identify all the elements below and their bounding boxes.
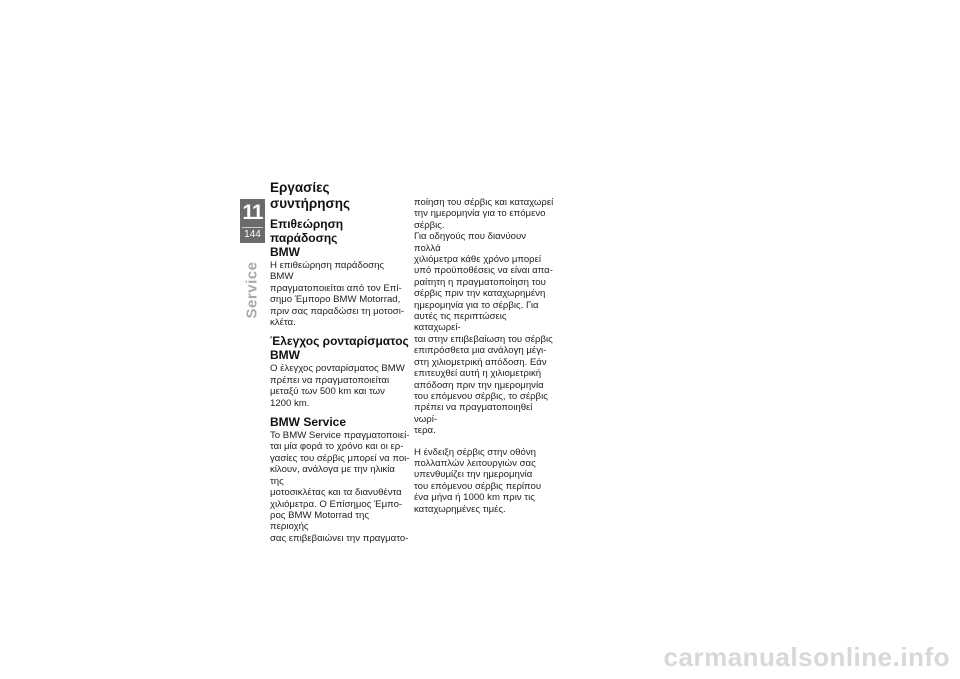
heading-line: Έλεγχος ρονταρίσματος — [270, 334, 409, 349]
text-line: πριν σας παραδώσει τη μοτοσι- — [270, 305, 405, 317]
text-line: ένα μήνα ή 1000 km πριν τις — [414, 492, 535, 504]
text-line: επιπρόσθετα μια ανάλογη μέγι- — [414, 345, 547, 357]
text-line: 1200 km. — [270, 397, 310, 409]
text-line: πρέπει να πραγματοποιηθεί νωρί- — [414, 402, 533, 425]
text-line: επιτευχθεί αυτή η χιλιομετρική — [414, 368, 542, 380]
text-line: ρος BMW Motorrad της περιοχής — [270, 509, 369, 533]
heading-break-in-check — [270, 334, 410, 362]
text-line: ται μία φορά το χρόνο και οι ερ- — [270, 441, 404, 453]
text-line: Η επιθεώρηση παράδοσης BMW — [270, 260, 385, 283]
page-number: 144 — [244, 229, 261, 240]
chapter-number: 11 — [242, 201, 263, 224]
text-line: γασίες του σέρβις μπορεί να ποι- — [270, 452, 410, 464]
heading-line: BMW Service — [270, 415, 347, 430]
watermark: carmanualsonline.info — [663, 642, 950, 672]
heading-line: BMW — [270, 245, 300, 259]
paragraph-high-mileage — [414, 231, 554, 436]
text-line: ραίτητη η πραγματοποίηση του — [414, 276, 546, 288]
text-line: σας επιβεβαιώνει την πραγματο- — [270, 532, 409, 544]
text-line: μεταξύ των 500 km και των — [270, 386, 385, 398]
text-line: καταχωρημένες τιμές. — [414, 503, 506, 515]
text-line: Ο έλεγχος ρονταρίσματος BMW — [270, 363, 405, 375]
paragraph-service-continued — [414, 197, 554, 231]
paragraph-gap — [414, 437, 554, 447]
paragraph-service-indicator — [414, 447, 554, 515]
paragraph-break-in-check — [270, 363, 410, 409]
text-line: κλέτα. — [270, 317, 296, 329]
heading-line: BMW — [270, 348, 300, 363]
text-line: Για οδηγούς που διανύουν πολλά — [414, 231, 527, 254]
text-line: του επόμενου σέρβις περίπου — [414, 480, 542, 492]
text-line: πραγματοποιείται από τον Επί- — [270, 282, 402, 294]
paragraph-delivery-inspection — [270, 260, 410, 328]
heading-line: Επιθεώρηση παράδοσης — [270, 217, 344, 245]
text-line: χιλιόμετρα κάθε χρόνο μπορεί — [414, 254, 542, 266]
text-line: του επόμενου σέρβις, το σέρβις — [414, 390, 548, 402]
text-line: χιλιόμετρα. Ο Επίσημος Έμπο- — [270, 498, 403, 510]
text-line: πρέπει να πραγματοποιείται — [270, 374, 390, 386]
text-line: υπενθυμίζει την ημερομηνία — [414, 469, 533, 481]
text-line: πολλαπλών λειτουργιών σας — [414, 457, 536, 469]
text-line: απόδοση πριν την ημερομηνία — [414, 379, 544, 391]
paragraph-bmw-service — [270, 430, 410, 544]
chapter-tab — [240, 199, 265, 243]
text-line: σημο Έμπορο BMW Motorrad, — [270, 294, 401, 306]
heading-bmw-service — [270, 415, 410, 429]
text-line: στη χιλιομετρική απόδοση. Εάν — [414, 356, 547, 368]
text-line: αυτές τις περιπτώσεις καταχωρεί- — [414, 311, 507, 334]
heading-delivery-inspection — [270, 217, 410, 259]
right-column — [414, 197, 554, 515]
left-column — [270, 180, 410, 544]
text-line: ημερομηνία για το σέρβις. Για — [414, 299, 539, 311]
text-line: τερα. — [414, 425, 436, 437]
text-line: υπό προϋποθέσεις να είναι απα- — [414, 265, 553, 277]
text-line: την ημερομηνία για το επόμενο — [414, 208, 546, 220]
text-line: Η ένδειξη σέρβις στην οθόνη — [414, 446, 536, 458]
text-line: ται στην επιβεβαίωση του σέρβις — [414, 333, 553, 345]
section-label: Service — [243, 261, 261, 319]
text-line: μοτοσικλέτας και τα διανυθέντα — [270, 487, 402, 499]
page-title: Εργασίες συντήρησης — [270, 180, 350, 211]
text-line: ποίηση του σέρβις και καταχωρεί — [414, 197, 554, 208]
text-line: σέρβις πριν την καταχωρημένη — [414, 288, 546, 300]
text-line: κίλουν, ανάλογα με την ηλικία της — [270, 464, 395, 487]
text-line: Το BMW Service πραγματοποιεί- — [270, 430, 410, 442]
text-line: σέρβις. — [414, 219, 445, 231]
